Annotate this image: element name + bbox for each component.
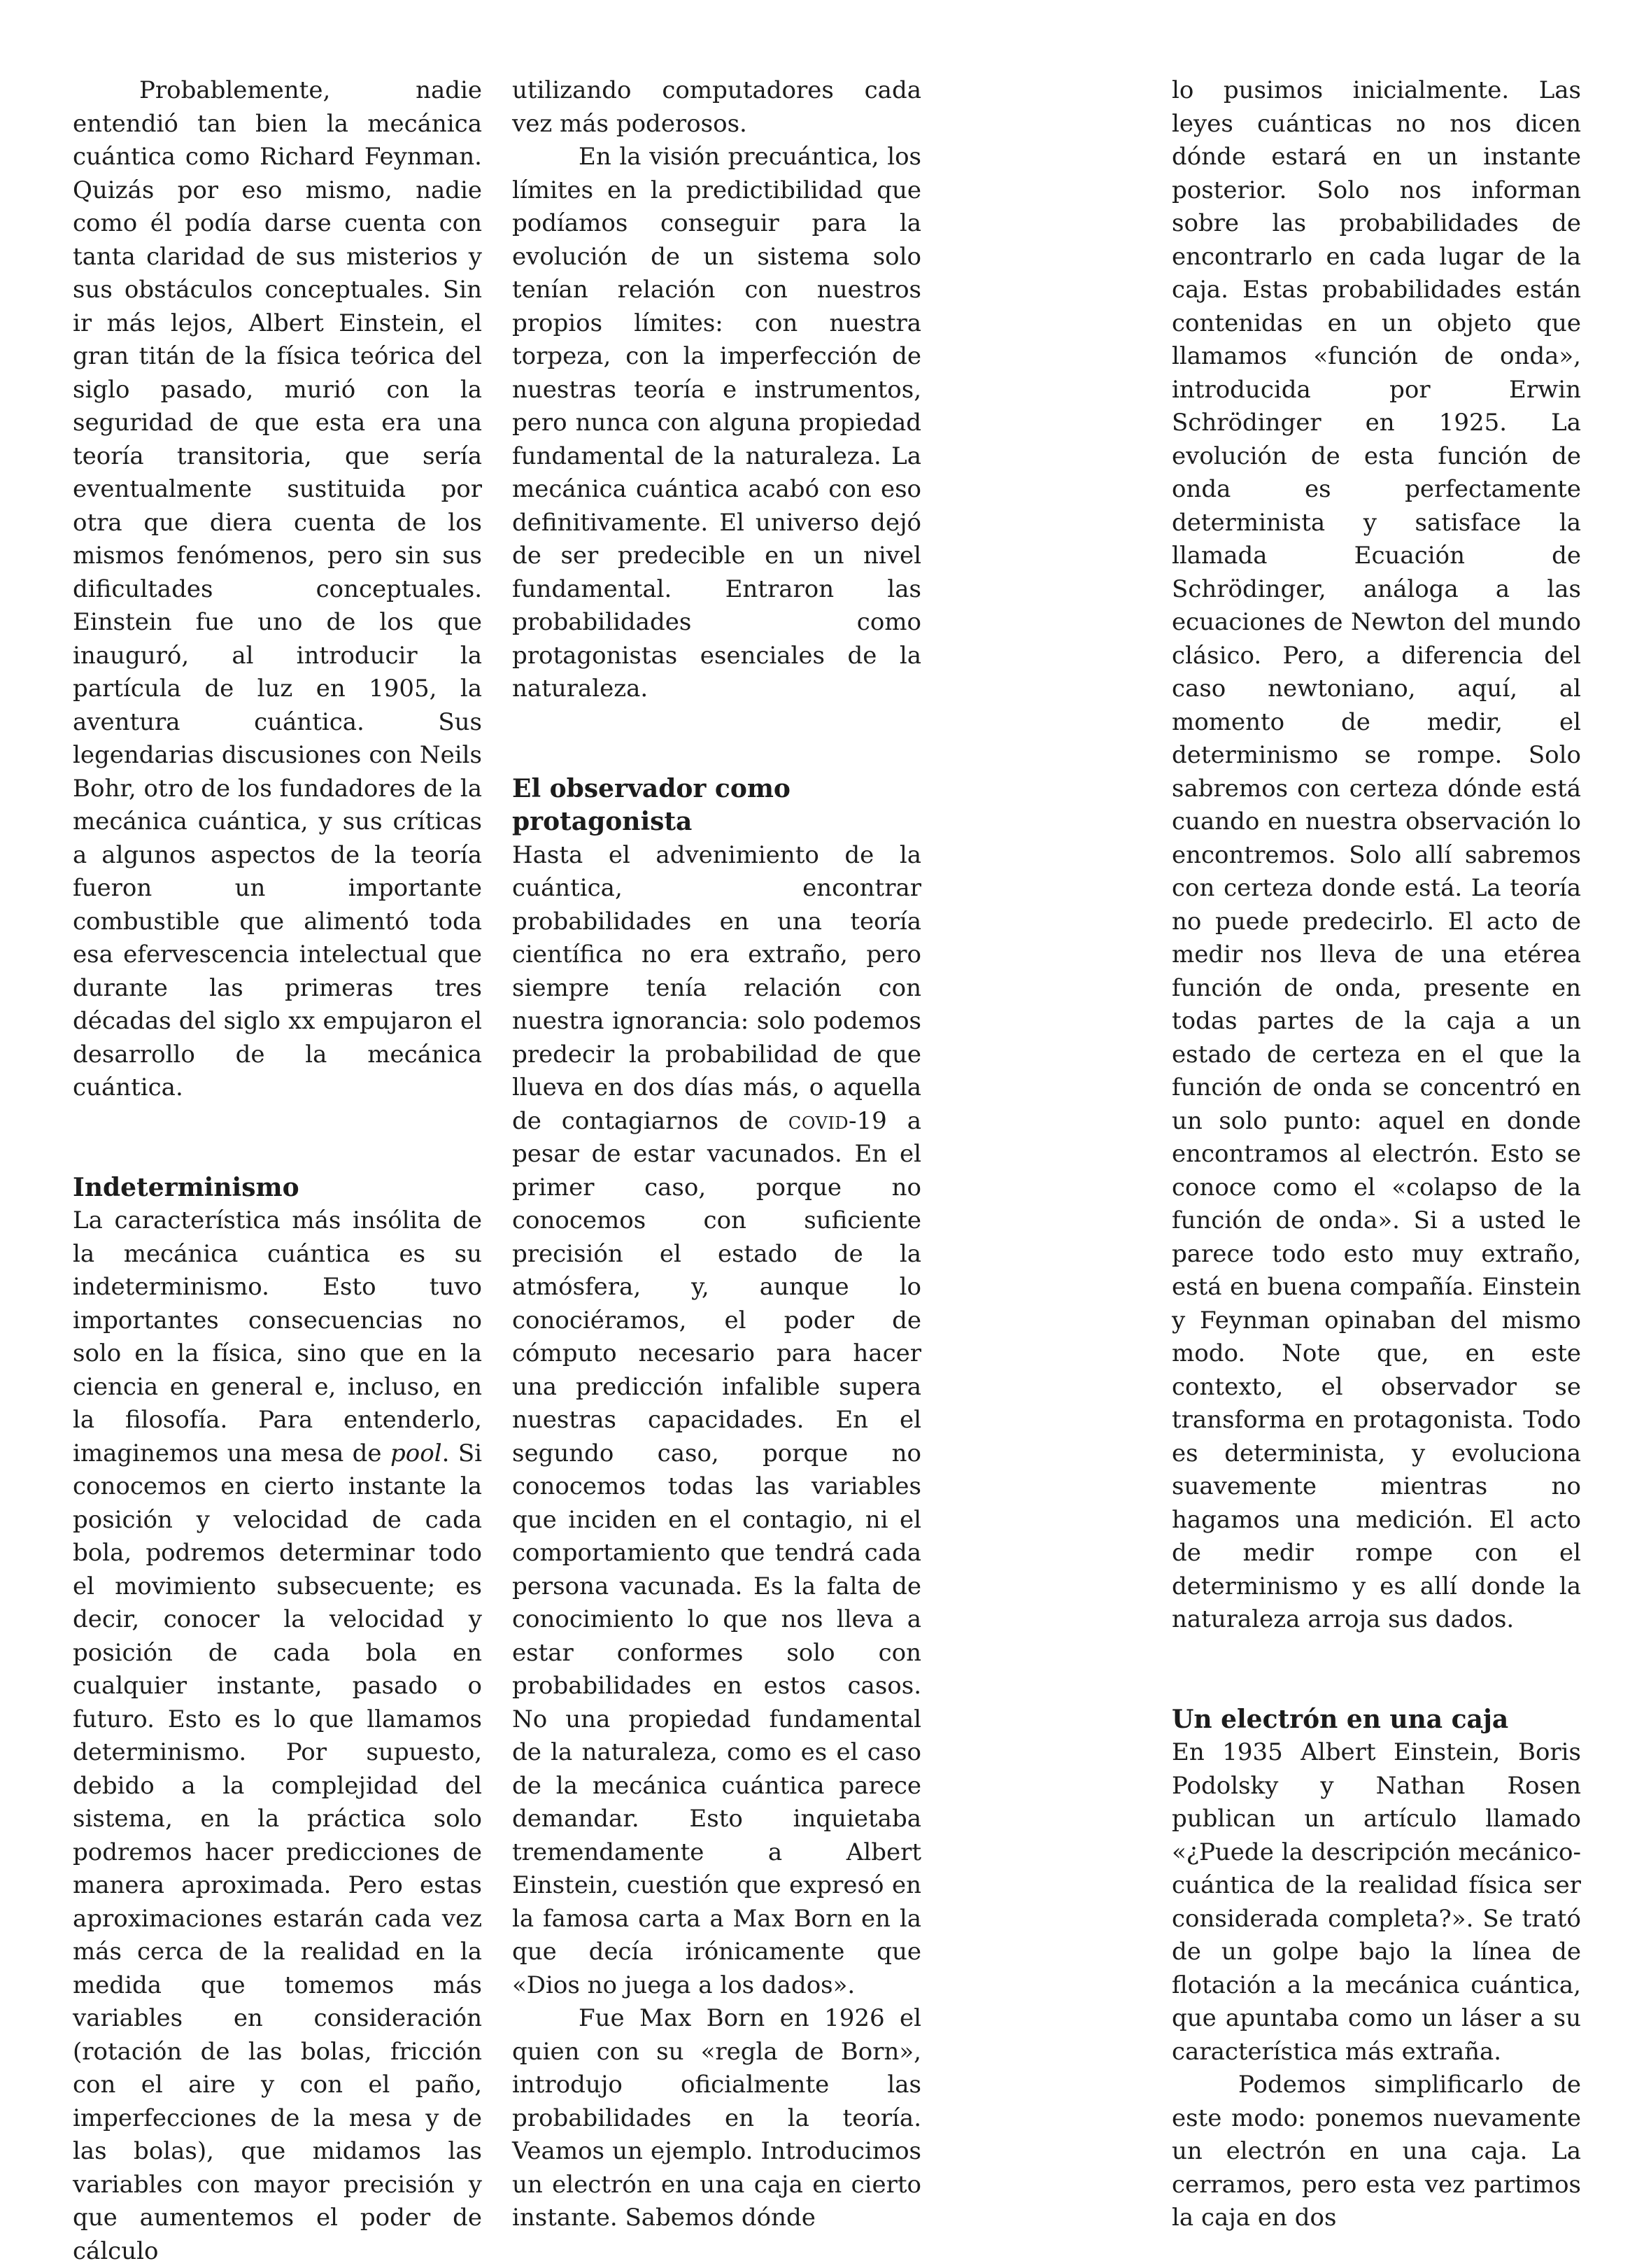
paragraph: lo pusimos inicialmente. Las leyes cuánticas no nos dicen dónde estará en un instante posterior. Solo nos informan sobre las probabilidades de encontrarlo en cada lugar de la caja. Estas probabilidades están contenidas en un objeto que llamamos «función de onda», introducida por Erwin Schrödinger en 1925. La evolución de esta función de onda es perfectamente determinista y satisface la llamada Ecuación de Schrödinger, análoga a las ecuaciones de Newton del mundo clásico. Pero, a diferencia del caso newtoniano, aquí, al momento de medir, el determinismo se rompe. Solo sabremos con certeza dónde está cuando en nuestra observación lo encontremos. Solo allí sabremos con certeza donde está. La teoría no puede predecirlo. El acto de medir nos lleva de una etérea función de onda, presente en todas partes de la caja a un estado de certeza en el que la función de onda se concentró en un solo punto: aquel en donde encontramos al electrón. Esto se conoce como el «colapso de la función de onda». Si a usted le parece todo esto muy extraño, está en buena compañía. Einstein y Feynman opinaban del mismo modo. Note que, en este contexto, el observador se transforma en protagonista. Todo es determinista, y evoluciona suavemente mientras no hagamos una medición. El acto de medir rompe con el determinismo y es allí donde la naturaleza arroja sus dados. (1172, 76, 1581, 1633)
paragraph-text: -19 a pesar de estar vacunados. En el primer caso, porque no conocemos con suficiente precisión el estado de la atmósfera, y, aunque lo conociéramos, el poder de cómputo necesario para hacer una predicción infalible supera nuestras capacidades. En el segundo caso, porque no conocemos todas las variables que inciden en el contagio, ni el comportamiento que tendrá cada persona vacunada. Es la falta de conocimiento lo que nos lleva a estar conformes solo con probabilidades en estos casos. No una propiedad fundamental de la naturaleza, como es el caso de la mecánica cuántica parece demandar. Esto inquietaba tremendamente a Albert Einstein, cuestión que expresó en la famosa carta a Max Born en la que decía irónicamente que «Dios no juega a los dados». (512, 1106, 921, 1999)
italic-term: pool (390, 1439, 442, 1467)
section-heading-indeterminismo: Indeterminismo (73, 1172, 299, 1202)
paragraph (73, 1204, 482, 2268)
spacer (73, 1105, 482, 1171)
paragraph-text: La característica más insólita de la mecánica cuántica es su indeterminismo. Esto tuvo importantes consecuencias no solo en la física, sino que en la ciencia en general e, incluso, en la filosofía. Para entenderlo, imaginemos una mesa de (73, 1206, 482, 1467)
article-column-1 (73, 74, 482, 2268)
spacer (512, 706, 921, 773)
article-column-2 (512, 74, 921, 2235)
small-caps-term: covid (788, 1106, 849, 1135)
paragraph: En la visión precuántica, los límites en la predictibilidad que podíamos conseguir para la evolución de un sistema solo tenían relación con nuestros propios límites: con nuestra torpeza, con la imperfección de nuestras teoría e instrumentos, pero nunca con alguna propiedad fundamental de la naturaleza. La mecánica cuántica acabó con eso definitivamente. El universo dejó de ser predecible en un nivel fundamental. Entraron las probabilidades como protagonistas esenciales de la naturaleza. (512, 143, 921, 703)
paragraph: Fue Max Born en 1926 el quien con su «regla de Born», introdujo oficialmente las probabilidades en la teoría. Veamos un ejemplo. Introducimos un electrón en una caja en cierto instante. Sabemos dónde (512, 2004, 921, 2232)
paragraph: En 1935 Albert Einstein, Boris Podolsky y Nathan Rosen publican un artículo llamado «¿Puede la descripción mecánico-cuántica de la realidad física ser considerada completa?». Se trató de un golpe bajo la línea de flotación a la mecánica cuántica, que apuntaba como un láser a su característica más extraña. (1172, 1738, 1581, 2066)
spacer (1172, 1637, 1581, 1703)
paragraph (512, 839, 921, 2003)
paragraph: Podemos simplificarlo de este modo: ponemos nuevamente un electrón en una caja. La cerramos, pero esta vez partimos la caja en dos (1172, 2071, 1581, 2232)
paragraph-text: . Si conocemos en cierto instante la posición y velocidad de cada bola, podremos determinar todo el movimiento subsecuente; es decir, conocer la velocidad y posición de cada bola en cualquier instante, pasado o futuro. Esto es lo que llamamos determinismo. Por supuesto, debido a la complejidad del sistema, en la práctica solo podremos hacer predicciones de manera aproximada. Pero estas aproximaciones estarán cada vez más cerca de la realidad en la medida que tomemos más variables en consideración (rotación de las bolas, fricción con el aire y con el paño, imperfecciones de la mesa y de las bolas), que midamos las variables con mayor precisión y que aumentemos el poder de cálculo (73, 1439, 482, 2265)
paragraph: utilizando computadores cada vez más poderosos. (512, 76, 921, 138)
article-column-3 (1172, 74, 1581, 2235)
paragraph: Probablemente, nadie entendió tan bien la mecánica cuántica como Richard Feynman. Quizás por eso mismo, nadie como él podía darse cuenta con tanta claridad de sus misterios y sus obstáculos conceptuales. Sin ir más lejos, Albert Einstein, el gran titán de la física teórica del siglo pasado, murió con la seguridad de que esta era una teoría transitoria, que sería eventualmente sustituida por otra que diera cuenta de los mismos fenómenos, pero sin sus dificultades conceptuales. Einstein fue uno de los que inauguró, al introducir la partícula de luz en 1905, la aventura cuántica. Sus legendarias discusiones con Neils Bohr, otro de los fundadores de la mecánica cuántica, y sus críticas a algunos aspectos de la teoría fueron un importante combustible que alimentó toda esa efervescencia intelectual que durante las primeras tres décadas del siglo xx empujaron el desarrollo de la mecánica cuántica. (73, 76, 482, 1101)
section-heading-electron: Un electrón en una caja (1172, 1704, 1509, 1734)
paragraph-text: Hasta el advenimiento de la cuántica, encontrar probabilidades en una teoría científica no era extraño, pero siempre tenía relación con nuestra ignorancia: solo podemos predecir la probabilidad de que llueva en dos días más, o aquella de contagiarnos de (512, 840, 921, 1135)
section-heading-observador: El observador como protagonista (512, 773, 791, 836)
